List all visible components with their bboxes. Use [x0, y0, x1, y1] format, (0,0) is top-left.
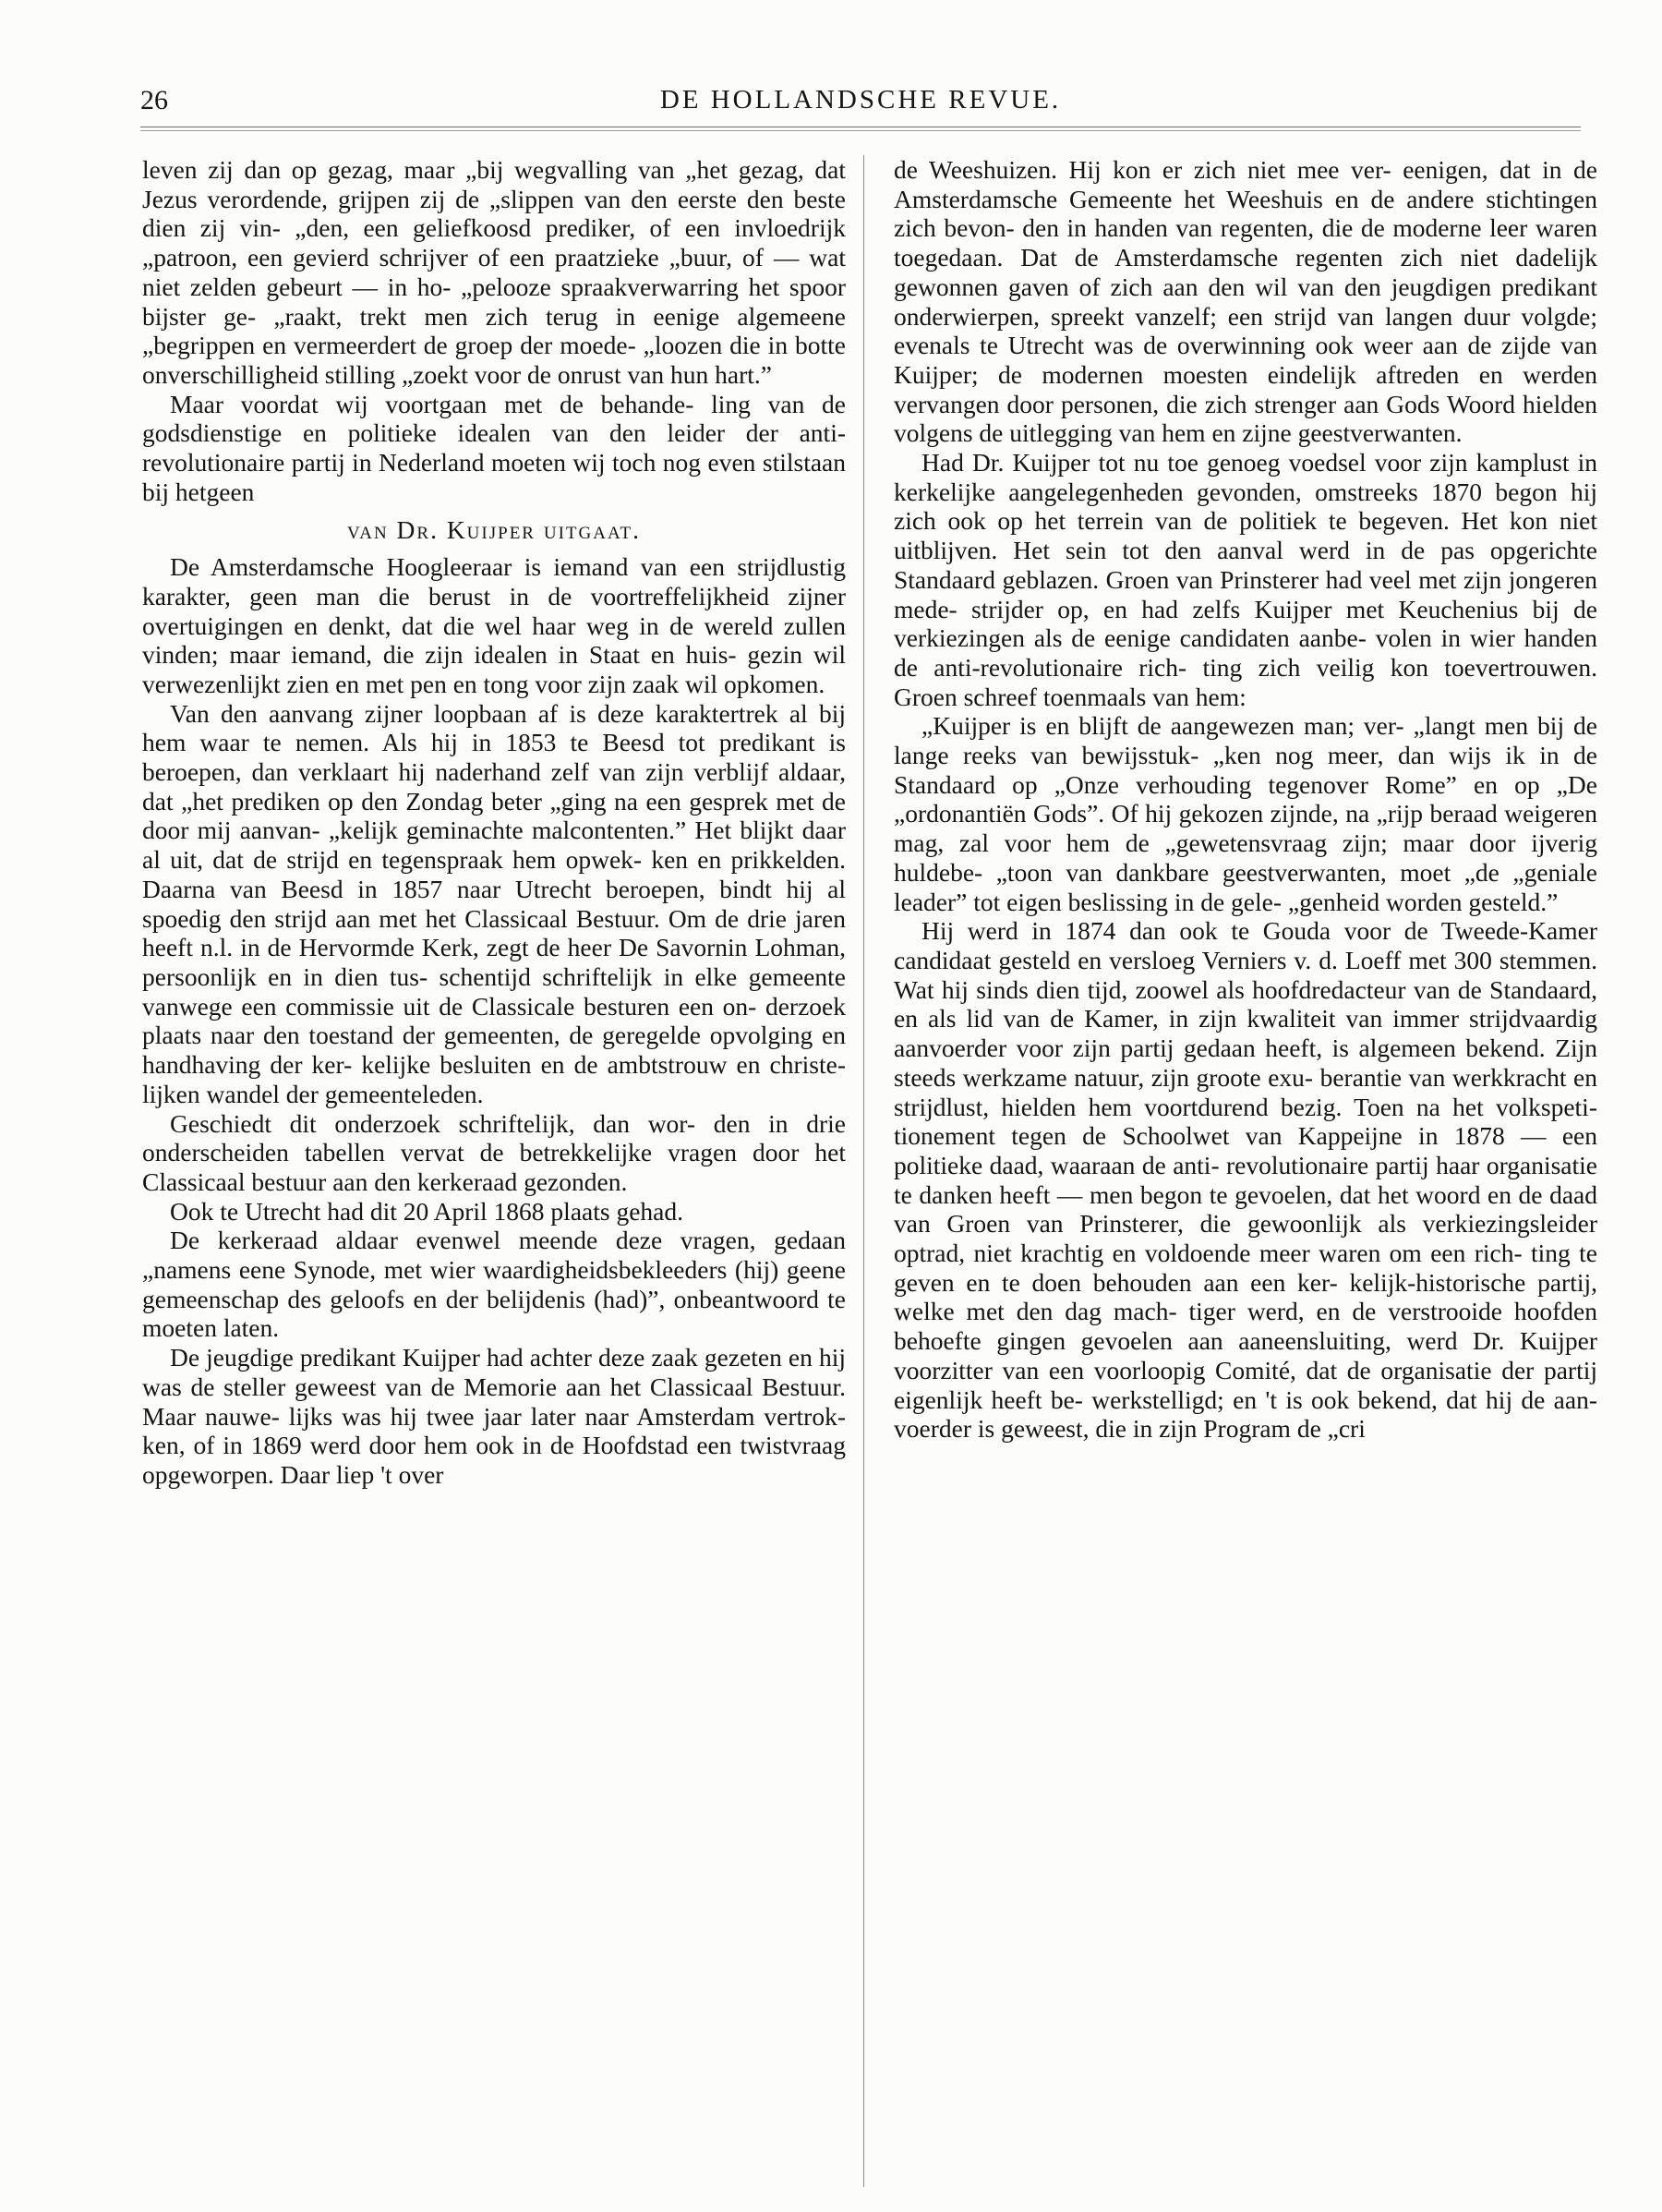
paragraph: Hij werd in 1874 dan ook te Gouda voor de Tweede-Kamer candidaat gesteld en versloeg Verniers v. d. Loeff met 300 stemmen. Wat hij sinds dien tijd, zoowel als hoofdredacteur van de Standaard, en als lid van de Kamer, in zijn kwaliteit van immer strijdvaardig aanvoerder voor zijn partij gedaan heeft, is algemeen bekend. Zijn steeds werkzame natuur, zijn groote exu- berantie van werkkracht en strijdlust, hielden hem voortdurend bezig. Toen na het volkspeti- tionement tegen de Schoolwet van Kappeijne in 1878 — een politieke daad, waaraan de anti- revolutionaire partij haar organisatie te danken heeft — men begon te gevoelen, dat het woord en de daad van Groen van Prinsterer, die gewoonlijk als verkiezingsleider optrad, niet krachtig en voldoende meer waren om een rich- ting te geven en te doen behouden aan een ker- kelijk-historische partij, welke met den dag mach- tiger werd, en de verstrooide hoofden behoefte gingen gevoelen aan aaneensluiting, werd Dr. Kuijper voorzitter van een voorloopig Comité, dat de organisatie der partij eigenlijk heeft be- werkstelligd; en 't is ook bekend, dat hij de aan- voerder is geweest, die in zijn Program de „cri: [894, 916, 1597, 1444]
paragraph: de Weeshuizen. Hij kon er zich niet mee ver- eenigen, dat in de Amsterdamsche Gemeente het Weeshuis en de andere stichtingen zich bevon- den in handen van regenten, die de moderne leer waren toegedaan. Dat de Amsterdamsche regenten zich niet dadelijk gewonnen gaven of zich aan den wil van den jeugdigen predikant onderwierpen, spreekt vanzelf; een strijd van langen duur volgde; evenals te Utrecht was de overwinning ook weer aan de zijde van Kuijper; de modernen moesten eindelijk aftreden en werden vervangen door personen, die zich strenger aan Gods Woord hielden volgens de uitlegging van hem en zijne geestverwanten.: [894, 155, 1597, 448]
quotation: „Kuijper is en blijft de aangewezen man; ver- „langt men bij de lange reeks van bewijsstuk- „ken nog meer, dan wijs ik in de Standaard op „Onze verhouding tegenover Rome” en op „De „ordonantiën Gods”. Of hij gekozen zijnde, na „rijp beraad weigeren mag, zal voor hem de „gewetensvraag zijn; maar door ijverig huldebe- „toon van dankbare geestverwanten, moet „de „geniale leader” tot eigen beslissing in de gele- „genheid worden gesteld.”: [894, 711, 1597, 916]
paragraph: Van den aanvang zijner loopbaan af is deze karaktertrek al bij hem waar te nemen. Als hij in 1853 te Beesd tot predikant is beroepen, dan verklaart hij naderhand zelf van zijn verblijf aldaar, dat „het prediken op den Zondag beter „ging na een gesprek met de door mij aanvan- „kelijk geminachte malcontenten.” Het blijkt daar al uit, dat de strijd en tegenspraak hem opwek- ken en prikkelden. Daarna van Beesd in 1857 naar Utrecht beroepen, bindt hij al spoedig den strijd aan met het Classicaal Bestuur. Om de drie jaren heeft n.l. in de Hervormde Kerk, zegt de heer De Savornin Lohman, persoonlijk en in dien tus- schentijd schriftelijk in elke gemeente vanwege een commissie uit de Classicale besturen een on- derzoek plaats naar den toestand der gemeenten, de geregelde opvolging en handhaving der ker- kelijke besluiten en de ambtstrouw en christe- lijken wandel der gemeenteleden.: [142, 698, 846, 1108]
page-header: [140, 85, 1581, 122]
paragraph: De jeugdige predikant Kuijper had achter deze zaak gezeten en hij was de steller geweest van de Memorie aan het Classicaal Bestuur. Maar nauwe- lijks was hij twee jaar later naar Amsterdam vertrok- ken, of in 1869 werd door hem ook in de Hoofdstad een twistvraag opgeworpen. Daar liep 't over: [142, 1343, 846, 1489]
paragraph: Ook te Utrecht had dit 20 April 1868 plaats gehad.: [170, 1196, 683, 1226]
paragraph: leven zij dan op gezag, maar „bij wegvalling van „het gezag, dat Jezus verordende, grijpen zij de „slippen van den eerste den beste dien zij vin- „den, een geliefkoosd prediker, of een invloedrijk „patroon, een gevierd schrijver of een praatzieke „buur, of — wat niet zelden gebeurt — in ho- „pelooze spraakverwarring het spoor bijster ge- „raakt, trekt men zich terug in eenige algemeene „begrippen en vermeerdert de groep der moede- „loozen die in botte onverschilligheid stilling „zoekt voor de onrust van hun hart.”: [142, 155, 846, 389]
paragraph: De kerkeraad aldaar evenwel meende deze vragen, gedaan „namens eene Synode, met wier waardigheidsbekleeders (hij) geene gemeenschap des geloofs en der belijdenis (had)”, onbeantwoord te moeten laten.: [142, 1226, 846, 1343]
header-rule-secondary: [140, 130, 1581, 131]
left-column: [142, 155, 846, 2187]
page-number: 26: [140, 85, 168, 115]
column-divider: [863, 155, 864, 2187]
paragraph: Geschiedt dit onderzoek schriftelijk, dan wor- den in drie onderscheiden tabellen vervat de betrekkelijke vragen door het Classicaal bestuur aan den kerkeraad gezonden.: [142, 1108, 846, 1196]
paragraph: Maar voordat wij voortgaan met de behande- ling van de godsdienstige en politieke idealen van den leider der anti-revolutionaire partij in Nederland moeten wij toch nog even stilstaan bij hetgeen: [142, 389, 846, 506]
section-heading: van Dr. Kuijper uitgaat.: [346, 515, 642, 545]
running-title: DE HOLLANDSCHE REVUE.: [659, 85, 1062, 115]
right-column: [894, 155, 1597, 2187]
paragraph: Had Dr. Kuijper tot nu toe genoeg voedsel voor zijn kamplust in kerkelijke aangelegenheden gevonden, omstreeks 1870 begon hij zich ook op het terrein van de politiek te begeven. Het kon niet uitblijven. Het sein tot den aanval werd in de pas opgerichte Standaard geblazen. Groen van Prinsterer had veel met zijn jongeren mede- strijder op, en had zelfs Kuijper met Keuchenius bij de verkiezingen als de eenige candidaten aanbe- volen in wier handen de anti-revolutionaire rich- ting zich veilig kon toevertrouwen. Groen schreef toenmaals van hem:: [894, 448, 1597, 711]
paragraph: De Amsterdamsche Hoogleeraar is iemand van een strijdlustig karakter, geen man die berust in de voortreffelijkheid zijner overtuigingen en denkt, dat die wel haar weg in de wereld zullen vinden; maar iemand, die zijn idealen in Staat en huis- gezin wil verwezenlijkt zien en met pen en tong voor zijn zaak wil opkomen.: [142, 552, 846, 698]
